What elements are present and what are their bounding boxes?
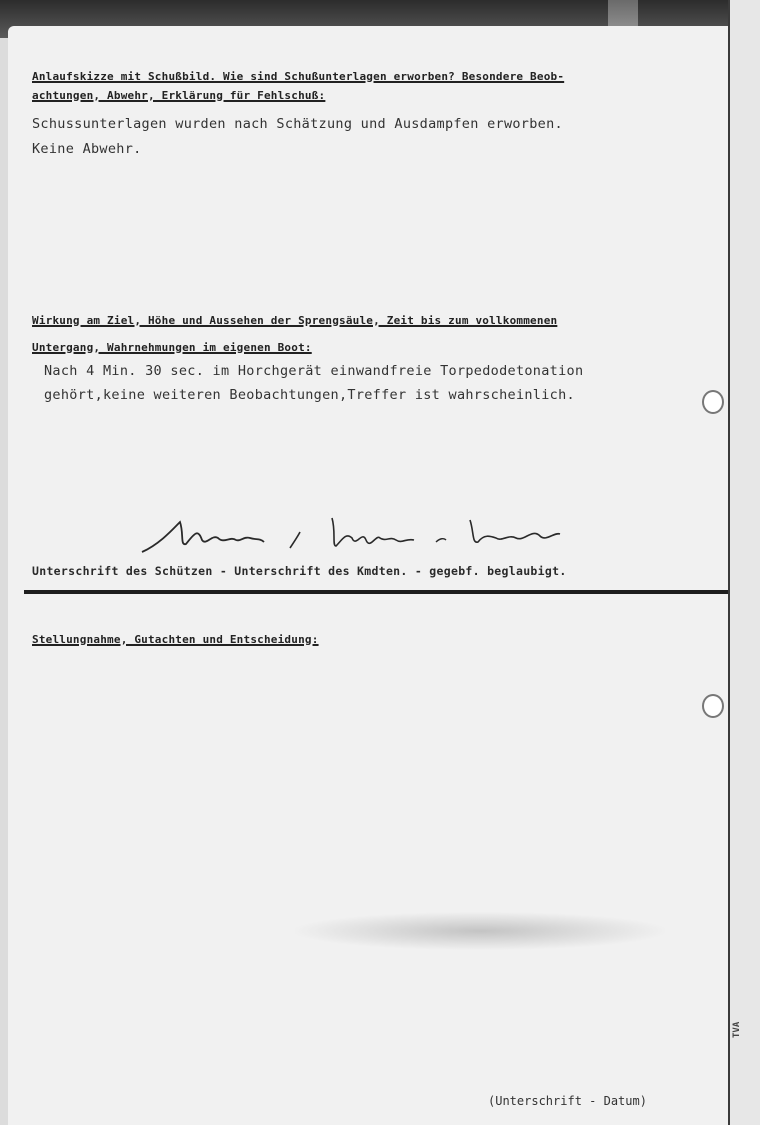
section1-heading-line2: achtungen, Abwehr, Erklärung für Fehlschuß: [32, 89, 326, 102]
section1-heading-line1: Anlaufskizze mit Schußbild. Wie sind Schußunterlagen erworben? Besondere Beob- [32, 70, 565, 83]
section2-text-line2: gehört,keine weiteren Beobachtungen,Treffer ist wahrscheinlich. [44, 387, 575, 403]
section2-heading-line1: Wirkung am Ziel, Höhe und Aussehen der Sprengsäule, Zeit bis zum vollkommenen [32, 314, 558, 327]
section1-text-line1: Schussunterlagen wurden nach Schätzung und Ausdampfen erworben. [32, 116, 563, 132]
punch-hole-upper [702, 390, 724, 414]
side-archive-code: TVA [732, 1021, 742, 1038]
section2-heading-line2: Untergang, Wahrnehmungen im eigenen Boot: [32, 341, 312, 354]
footer-signature-date: (Unterschrift - Datum) [488, 1094, 647, 1108]
handwritten-signature [140, 508, 570, 558]
section1-text-line2: Keine Abwehr. [32, 141, 142, 157]
section3-heading: Stellungnahme, Gutachten und Entscheidung: [32, 633, 319, 646]
section-divider [24, 590, 728, 594]
section2-text-line1: Nach 4 Min. 30 sec. im Horchgerät einwandfreie Torpedodetonation [44, 363, 584, 379]
faded-stamp-mark [295, 912, 665, 950]
punch-hole-lower [702, 694, 724, 718]
document-right-margin [728, 0, 760, 1125]
signature-caption: Unterschrift des Schützen - Unterschrift des Kmdten. - gegebf. beglaubigt. [32, 564, 567, 578]
